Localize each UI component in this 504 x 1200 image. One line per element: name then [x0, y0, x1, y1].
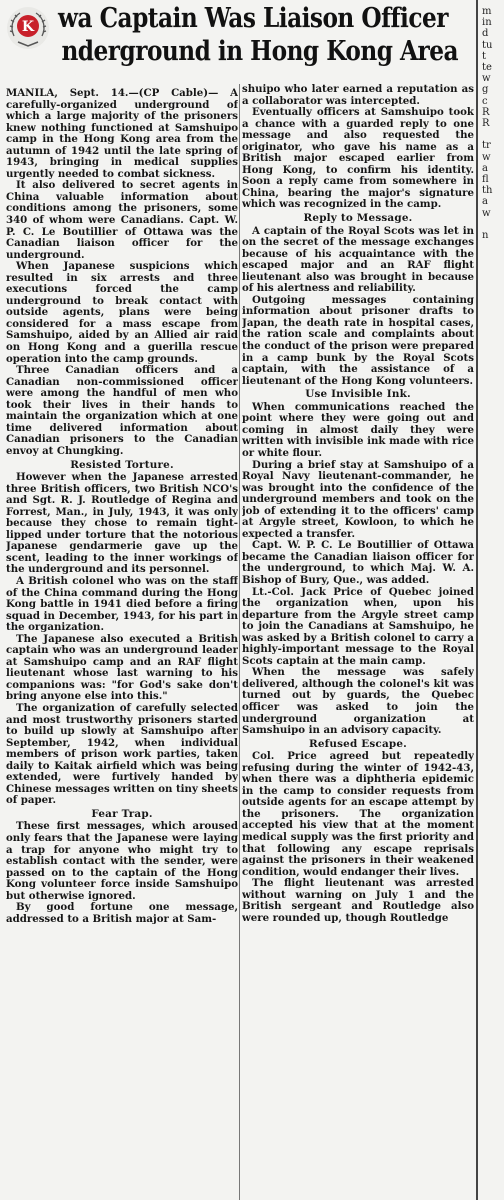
- article-column-left: [6, 88, 238, 1200]
- paragraph: A British colonel who was on the staff of the China command during the Hong Kong battle in 1941 died before a firing squad in December, 1943, for his part in the organization.: [6, 574, 238, 634]
- edge-fragment: c: [482, 95, 488, 107]
- paragraph: The Japanese also executed a British captain who was an underground leader at Samshuipo camp and an RAF flight lieutenant whose last warning to his companions was: "for God's sake don't bring anyone else into this.": [6, 632, 238, 703]
- paragraph: The organization of carefully selected and most trustworthy prisoners started to build up slowly at Samshuipo after September, 1942, when individual members of prison work parties, taken daily to Kaitak airfield which was being extended, were furtively handed by Chinese messages written on tiny sheets of paper.: [6, 701, 238, 807]
- paragraph: During a brief stay at Samshuipo of a Royal Navy lieutenant-commander, he was brought into the confidence of the underground members and took on the job of extending it to the officers' camp at Argyle street, Kowloon, to which he expected a transfer.: [242, 458, 474, 540]
- dateline: MANILA, Sept. 14.—(CP Cable)—: [6, 88, 219, 99]
- paragraph: Outgoing messages containing information about prisoner drafts to Japan, the death rate in hospital cases, the ration scale and complaints about the conduct of the prison were prepared in a camp bunk by the Royal Scots captain, with the assistance of a lieutenant of the Hong Kong volunteers.: [242, 293, 474, 387]
- paragraph: shuipo who later earned a reputation as a collaborator was intercepted.: [242, 84, 474, 107]
- edge-fragment: th: [482, 185, 493, 197]
- edge-fragment: R: [482, 118, 490, 130]
- edge-fragment: n: [482, 230, 489, 242]
- paragraph: When the message was safely delivered, although the colonel's kit was turned out by guards, the Quebec officer was asked to join the underground organization at Samshuipo in an advisory capacity.: [242, 666, 474, 737]
- edge-fragment: w: [482, 207, 491, 219]
- paragraph: When communications reached the point where they were going out and coming in almost daily they were written with invisible ink made with rice or white flour.: [242, 400, 474, 459]
- edge-fragment: m: [482, 6, 492, 17]
- edge-fragment: w: [482, 73, 491, 85]
- edge-fragment: d: [482, 28, 489, 40]
- edge-fragment: g: [482, 84, 489, 96]
- paragraph: A captain of the Royal Scots was let in on the secret of the message exchanges because of his acquaintance with the escaped major and an RAF flight lieutenant also was brought in because of his alertness and reliability.: [242, 224, 474, 295]
- edge-fragment: a: [482, 196, 488, 208]
- edge-fragment: t: [482, 50, 487, 62]
- edge-fragment: R: [482, 106, 490, 118]
- subheading: Resisted Torture.: [70, 458, 174, 471]
- article-column-right: [242, 84, 474, 1196]
- subheading: Use Invisible Ink.: [305, 388, 411, 401]
- page-divider: [476, 0, 478, 1200]
- paragraph: The flight lieutenant was arrested without warning on July 1 and the British sergeant and Routledge also were rounded up, though Routledge: [242, 877, 474, 924]
- article-headline: [58, 2, 459, 68]
- subheading: Fear Trap.: [91, 807, 153, 820]
- adjacent-column-fragment: [482, 6, 504, 241]
- edge-fragment: te: [482, 62, 492, 74]
- edge-fragment: tr: [482, 140, 491, 152]
- paragraph: Three Canadian officers and a Canadian non-commissioned officer were among the handful of men who took their lives in their hands to maintain the organization which at one time delivered information about Canadian prisoners to the Canadian envoy at Chungking.: [6, 364, 238, 457]
- edge-fragment: tu: [482, 39, 493, 51]
- svg-text:K: K: [21, 19, 35, 35]
- paragraph: Col. Price agreed but repeatedly refusing during the winter of 1942-43, when there was a diphtheria epidemic in the camp to consider requests from outside agents for an escape attempt by the prisoners. The organization accepted his view that at the moment medical supply was the first priority and that following any escape reprisals against the prisoners in their weakened condition, would endanger their lives.: [242, 750, 474, 878]
- paragraph: However when the Japanese arrested three British officers, two British NCO's and Sgt. R. J. Routledge of Regina and Forrest, Man., in July, 1943, it was only because they chose to remain tight-lipped under torture that the notorious Japanese gendarmerie gave up the scent, leading to the inner workings of the underground and its personnel.: [6, 471, 238, 576]
- paragraph: Eventually officers at Samshuipo took a chance with a guarded reply to one message and also requested the originator, who gave his name as a British major escaped earlier from Hong Kong, to confirm his identity. Soon a reply came from somewhere in China, bearing the major's signature which was recognized in the camp.: [242, 106, 474, 211]
- column-divider: [239, 84, 240, 1200]
- subheading: Reply to Message.: [303, 212, 413, 225]
- edge-fragment: w: [482, 151, 491, 163]
- paragraph-text: A carefully-organized underground of which a large majority of the prisoners knew nothing functioned at Samshuipo camp in the Hong Kong area from the autumn of 1942 until the late spring of 1943, bringing in medical supplies urgently needed to combat sickness.: [6, 88, 238, 180]
- paragraph: These first messages, which aroused only fears that the Japanese were laying a trap for anyone who might try to establish contact with the sender, were passed on to the captain of the Hong Kong volunteer force inside Samshuipo but otherwise ignored.: [6, 820, 238, 902]
- paragraph: It also delivered to secret agents in China valuable information about conditions among the prisoners, some 340 of whom were Canadians. Capt. W. P. C. Le Boutillier of Ottawa was the Canadian liaison officer for the underground.: [6, 179, 238, 261]
- k-badge-logo-icon: [6, 6, 50, 50]
- paragraph: Capt. W. P. C. Le Boutillier of Ottawa became the Canadian liaison officer for the underground, to which Maj. W. A. Bishop of Bury, Que., was added.: [242, 539, 474, 586]
- edge-fragment: in: [482, 17, 492, 29]
- paragraph: Lt.-Col. Jack Price of Quebec joined the organization when, upon his departure from the Argyle street camp to join the Canadians at Samshuipo, he was asked by a British colonel to carry a highly-important message to the Royal Scots captain at the main camp.: [242, 585, 474, 667]
- edge-fragment: [482, 219, 504, 230]
- edge-fragment: fl: [482, 174, 489, 186]
- headline-line-1: wa Captain Was Liaison Officer: [58, 3, 448, 34]
- subheading: Refused Escape.: [309, 737, 407, 750]
- paragraph: [6, 88, 238, 180]
- edge-fragment: a: [482, 162, 488, 174]
- edge-fragment: [482, 129, 504, 140]
- headline-line-2: nderground in Hong Kong Area: [61, 36, 459, 67]
- paragraph: By good fortune one message, addressed to a British major at Sam-: [6, 901, 238, 925]
- paragraph: When Japanese suspicions which resulted in six arrests and three executions forced the camp underground to break contact with outside agents, plans were being considered for a mass escape from Samshuipo, aided by an Allied air raid on Hong Kong and a guerilla rescue operation into the camp grounds.: [6, 260, 238, 365]
